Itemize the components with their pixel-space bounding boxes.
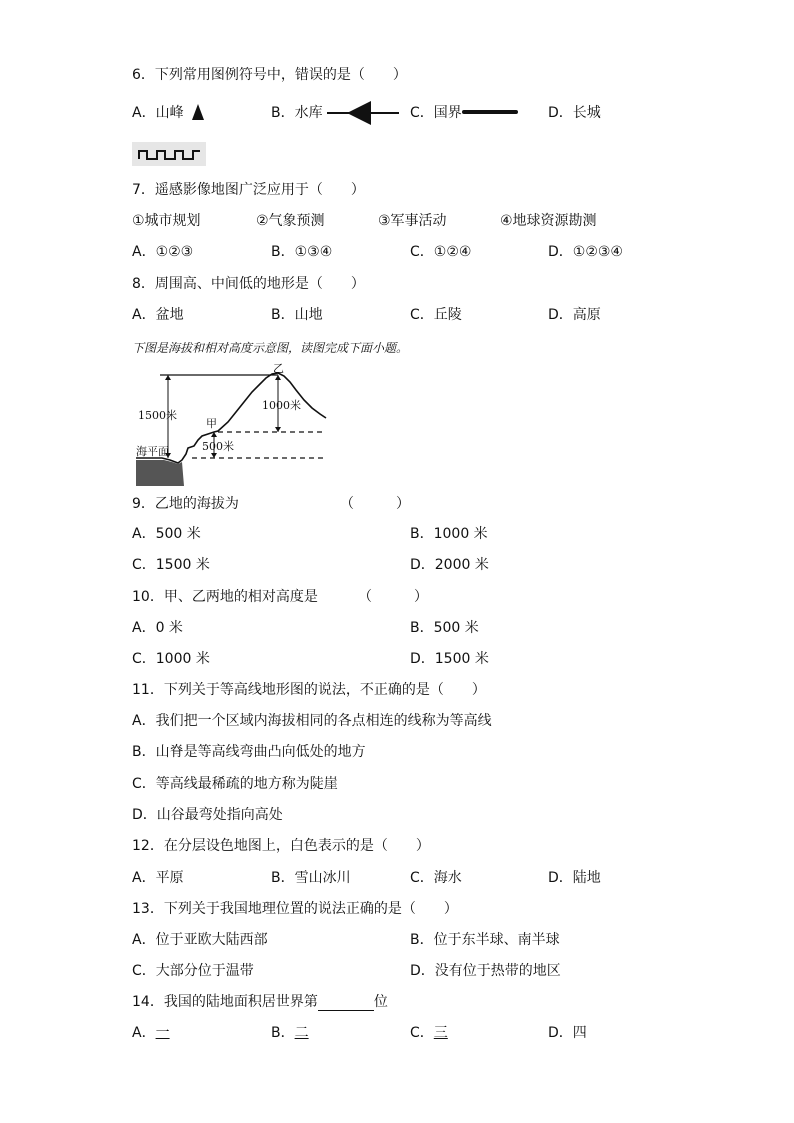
q14-option-d xyxy=(548,1024,587,1042)
elevation-diagram xyxy=(132,362,332,486)
q10-option-a: A．0 米 xyxy=(132,620,183,636)
national-border-symbol-icon xyxy=(462,108,518,116)
q14-stem-before: 14．我国的陆地面积居世界第 xyxy=(132,994,318,1010)
q8-stem: 8．周围高、中间低的地形是（ ） xyxy=(132,276,365,292)
label-1000: 1000米 xyxy=(262,399,301,412)
q12-stem: 12．在分层设色地图上，白色表示的是（ ） xyxy=(132,838,430,854)
q11-option-d: D．山谷最弯处指向高处 xyxy=(132,807,283,823)
q7-item-1: ①城市规划 xyxy=(132,213,201,229)
q8-option-a: A．盆地 xyxy=(132,307,184,323)
q7-stem: 7．遥感影像地图广泛应用于（ ） xyxy=(132,182,365,198)
q10-option-c: C．1000 米 xyxy=(132,651,210,667)
q9-option-d: D．2000 米 xyxy=(410,557,489,573)
q6-option-c: C．国界 xyxy=(410,105,462,121)
q14-option-a xyxy=(132,1024,170,1042)
great-wall-symbol-icon xyxy=(132,142,206,166)
q7-option-d: D．①②③④ xyxy=(548,244,623,260)
peak-symbol-icon xyxy=(191,103,205,121)
q12-option-c: C．海水 xyxy=(410,870,462,886)
q7-option-c: C．①②④ xyxy=(410,244,472,260)
q8-option-d: D．高原 xyxy=(548,307,601,323)
q14-answer-blank xyxy=(318,996,374,1011)
q14-option-c xyxy=(410,1024,448,1042)
q9-option-b: B．1000 米 xyxy=(410,526,488,542)
q9-stem: 9．乙地的海拔为 xyxy=(132,496,239,512)
label-yi: 乙 xyxy=(273,362,284,375)
q12-option-a: A．平原 xyxy=(132,870,184,886)
q14-option-a-value: 一 xyxy=(155,1025,170,1041)
q11-option-b: B．山脊是等高线弯曲凸向低处的地方 xyxy=(132,744,366,760)
q7-item-3: ③军事活动 xyxy=(378,213,447,229)
label-jia: 甲 xyxy=(206,417,217,430)
q13-option-c: C．大部分位于温带 xyxy=(132,963,254,979)
q14-stem xyxy=(132,993,388,1011)
reservoir-symbol-icon xyxy=(325,100,401,126)
q10-paren: （ ） xyxy=(358,589,428,605)
q6-stem: 6．下列常用图例符号中，错误的是（ ） xyxy=(132,67,407,83)
q8-option-b: B．山地 xyxy=(271,307,323,323)
q9-option-a: A．500 米 xyxy=(132,526,201,542)
q7-option-b: B．①③④ xyxy=(271,244,333,260)
q14-option-a-prefix: A． xyxy=(132,1025,156,1041)
q14-stem-after: 位 xyxy=(373,994,388,1010)
q12-option-d: D．陆地 xyxy=(548,870,601,886)
q7-option-a: A．①②③ xyxy=(132,244,194,260)
q7-item-2: ②气象预测 xyxy=(256,213,325,229)
q10-option-b: B．500 米 xyxy=(410,620,479,636)
q13-stem: 13．下列关于我国地理位置的说法正确的是（ ） xyxy=(132,901,458,917)
q6-option-a: A．山峰 xyxy=(132,105,184,121)
q10-stem: 10．甲、乙两地的相对高度是 xyxy=(132,589,318,605)
q12-option-b: B．雪山冰川 xyxy=(271,870,351,886)
q11-stem: 11．下列关于等高线地形图的说法，不正确的是（ ） xyxy=(132,682,486,698)
q14-option-d-prefix: D． xyxy=(548,1025,573,1041)
q6-option-d: D．长城 xyxy=(548,105,601,121)
q9-option-c: C．1500 米 xyxy=(132,557,210,573)
label-sea-level: 海平面 xyxy=(136,445,169,458)
q6-option-b: B．水库 xyxy=(271,105,323,121)
q14-option-c-prefix: C． xyxy=(410,1025,434,1041)
q14-option-c-value: 三 xyxy=(433,1025,448,1041)
q11-option-c: C．等高线最稀疏的地方称为陡崖 xyxy=(132,776,338,792)
q13-option-b: B．位于东半球、南半球 xyxy=(410,932,560,948)
q13-option-a: A．位于亚欧大陆西部 xyxy=(132,932,268,948)
figure-intro: 下图是海拔和相对高度示意图，读图完成下面小题。 xyxy=(132,341,409,355)
q14-option-b-prefix: B． xyxy=(271,1025,295,1041)
label-1500: 1500米 xyxy=(138,409,177,422)
label-500: 500米 xyxy=(202,440,234,453)
q7-item-4: ④地球资源勘测 xyxy=(500,213,597,229)
q11-option-a: A．我们把一个区域内海拔相同的各点相连的线称为等高线 xyxy=(132,713,492,729)
q13-option-d: D．没有位于热带的地区 xyxy=(410,963,561,979)
q8-option-c: C．丘陵 xyxy=(410,307,462,323)
q14-option-b xyxy=(271,1024,309,1042)
q14-option-b-value: 二 xyxy=(294,1025,309,1041)
q10-option-d: D．1500 米 xyxy=(410,651,489,667)
sea-area xyxy=(136,460,184,486)
q9-paren: （ ） xyxy=(340,496,410,512)
q14-option-d-value: 四 xyxy=(572,1025,587,1041)
